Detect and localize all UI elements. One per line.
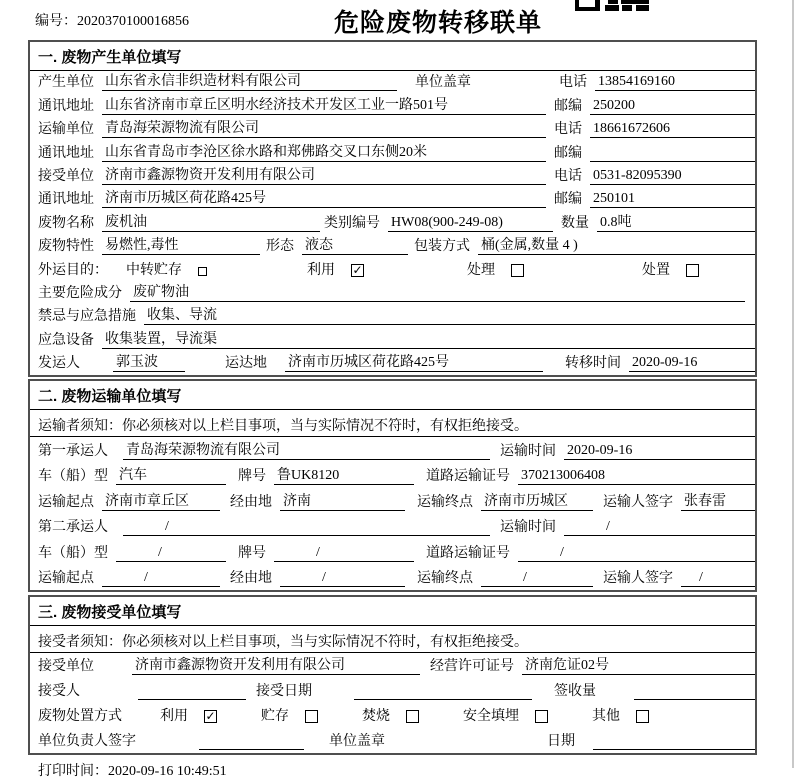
via-label: 经由地	[230, 494, 272, 510]
receiving-unit-row	[30, 653, 755, 678]
endpoint-label: 运输终点	[417, 571, 473, 587]
qr-block	[608, 0, 618, 4]
carrier-sign-value: /	[681, 570, 755, 587]
address-label: 通讯地址	[38, 192, 94, 208]
section-producer	[28, 40, 757, 377]
plate-value: 鲁UK8120	[274, 464, 414, 485]
endpoint-label: 运输终点	[417, 494, 473, 510]
qr-block	[575, 0, 579, 7]
receiver-row	[30, 165, 755, 188]
waste-name-label: 废物名称	[38, 215, 94, 231]
section-transport-title: 二. 废物运输单位填写	[30, 381, 755, 410]
waste-name-row	[30, 211, 755, 234]
checkbox-disposal-use-checked	[204, 710, 217, 723]
waste-character-row	[30, 235, 755, 258]
checkbox-storage	[198, 267, 207, 276]
address-value: 山东省济南市章丘区明水经济技术开发区工业一路501号	[102, 94, 546, 115]
receiving-person-row	[30, 678, 755, 703]
second-carrier-value: /	[123, 519, 490, 536]
packing-label: 包装方式	[414, 239, 470, 255]
doc-number-value: 2020370100016856	[77, 14, 189, 29]
route-row	[30, 488, 755, 514]
equipment-value: 收集装置，导流渠	[102, 328, 755, 349]
carrier-sign-label: 运输人签字	[603, 494, 673, 510]
destination-value: 济南市历城区荷花路425号	[285, 351, 543, 372]
checkbox-disposal-other	[636, 710, 649, 723]
plate-label: 牌号	[238, 545, 266, 561]
second-carrier-row	[30, 514, 755, 540]
qr-block	[622, 5, 632, 11]
road-permit-value: /	[518, 545, 755, 562]
phone-label: 电话	[554, 168, 582, 184]
signed-amount-label: 签收量	[554, 684, 596, 700]
page-title: 危险废物转移联单	[333, 9, 543, 37]
checkbox-disposal-landfill	[535, 710, 548, 723]
purpose-label: 外运目的：	[38, 262, 108, 278]
receiving-unit-label: 接受单位	[38, 659, 94, 675]
license-label: 经营许可证号	[430, 659, 514, 675]
origin-label: 运输起点	[38, 571, 94, 587]
checkbox-use-checked	[351, 264, 364, 277]
equipment-label: 应急设备	[38, 332, 94, 348]
receiving-unit-value: 济南市鑫源物资开发利用有限公司	[132, 654, 420, 675]
check-mark-icon: ✓	[205, 709, 216, 724]
transport-time-value: 2020-09-16	[564, 443, 755, 460]
section-transport	[28, 379, 757, 592]
road-permit-value: 370213006408	[518, 468, 755, 485]
transporter-address-row	[30, 141, 755, 164]
waste-name-value: 废机油	[102, 211, 320, 232]
carrier-sign-label: 运输人签字	[603, 571, 673, 587]
hazard-row	[30, 282, 755, 305]
checkbox-disposal-store	[305, 710, 318, 723]
date-value	[593, 733, 755, 750]
zip-value: 250101	[590, 191, 755, 208]
document-header	[0, 0, 796, 40]
transport-time-label: 运输时间	[500, 520, 556, 536]
quantity-value: 0.8吨	[597, 211, 755, 232]
road-permit-label: 道路运输证号	[426, 545, 510, 561]
origin-value: /	[102, 570, 220, 587]
disposal-option-landfill: 安全填埋	[463, 709, 519, 725]
first-carrier-row	[30, 437, 755, 463]
purpose-option-storage: 中转贮存	[126, 262, 182, 278]
phone-label: 电话	[554, 122, 582, 138]
equipment-row	[30, 328, 755, 351]
producer-row	[30, 71, 755, 94]
section-receiver-title: 三. 废物接受单位填写	[30, 597, 755, 626]
head-signature-label: 单位负责人签字	[38, 734, 136, 750]
vehicle-row	[30, 463, 755, 489]
zip-label: 邮编	[554, 192, 582, 208]
route-row-2	[30, 565, 755, 591]
address-value: 山东省青岛市李沧区徐水路和郑佛路交叉口东侧20米	[102, 141, 546, 162]
producer-address-row	[30, 94, 755, 117]
unit-seal-label: 单位盖章	[329, 734, 385, 750]
phone-value: 13854169160	[595, 74, 755, 91]
zip-value	[590, 145, 755, 162]
second-carrier-label: 第二承运人	[38, 520, 108, 536]
qr-code-fragment	[575, 0, 653, 11]
purpose-option-dispose: 处置	[642, 262, 670, 278]
check-mark-icon: ✓	[352, 262, 363, 277]
carrier-sign-value: 张春雷	[681, 490, 755, 511]
purpose-option-treat: 处理	[467, 262, 495, 278]
transport-notice: 运输者须知：你必须核对以上栏目事项，当与实际情况不符时，有权拒绝接受。	[30, 410, 755, 437]
receiving-person-label: 接受人	[38, 684, 80, 700]
vehicle-type-value: /	[116, 545, 226, 562]
endpoint-value: 济南市历城区	[481, 490, 593, 511]
purpose-row	[30, 258, 755, 281]
via-label: 经由地	[230, 571, 272, 587]
category-label: 类别编号	[324, 215, 380, 231]
zip-value: 250200	[590, 98, 755, 115]
page-right-edge	[792, 0, 794, 768]
qr-block	[575, 7, 600, 11]
taboo-label: 禁忌与应急措施	[38, 309, 136, 325]
hazard-label: 主要危险成分	[38, 285, 122, 301]
via-value: /	[280, 570, 405, 587]
taboo-row	[30, 305, 755, 328]
phone-value: 0531-82095390	[590, 168, 755, 185]
receiving-date-label: 接受日期	[256, 684, 312, 700]
disposal-option-use: 利用	[160, 709, 188, 725]
disposal-method-label: 废物处置方式	[38, 709, 122, 725]
disposal-method-row	[30, 703, 755, 728]
signed-amount-value	[634, 683, 755, 700]
first-carrier-label: 第一承运人	[38, 443, 108, 459]
origin-label: 运输起点	[38, 494, 94, 510]
disposal-option-store: 贮存	[261, 709, 289, 725]
license-value: 济南危证02号	[522, 654, 755, 675]
checkbox-dispose	[686, 264, 699, 277]
print-time	[38, 760, 796, 780]
category-value: HW08(900-249-08)	[388, 215, 553, 232]
date-label: 日期	[547, 734, 575, 750]
section-producer-title: 一. 废物产生单位填写	[30, 42, 755, 71]
receiver-address-row	[30, 188, 755, 211]
transporter-label: 运输单位	[38, 122, 94, 138]
transfer-time-label: 转移时间	[565, 356, 621, 372]
address-label: 通讯地址	[38, 98, 94, 114]
first-carrier-value: 青岛海荣源物流有限公司	[123, 439, 490, 460]
checkbox-disposal-burn	[406, 710, 419, 723]
transport-time-label: 运输时间	[500, 443, 556, 459]
qr-block	[621, 0, 649, 4]
character-value: 易燃性,毒性	[102, 234, 260, 255]
sender-value: 郭玉波	[113, 351, 185, 372]
character-label: 废物特性	[38, 239, 94, 255]
disposal-option-other: 其他	[592, 709, 620, 725]
address-label: 通讯地址	[38, 145, 94, 161]
checkbox-treat	[511, 264, 524, 277]
transport-time-value: /	[564, 519, 755, 536]
unit-seal-label: 单位盖章	[415, 75, 471, 91]
receiver-label: 接受单位	[38, 168, 94, 184]
transporter-row	[30, 118, 755, 141]
packing-value: 桶(金属,数量 4 )	[478, 234, 755, 255]
receiving-person-value	[138, 683, 246, 700]
qr-block	[605, 5, 619, 11]
vehicle-type-label: 车（船）型	[38, 545, 108, 561]
vehicle-row-2	[30, 539, 755, 565]
address-value: 济南市历城区荷花路425号	[102, 187, 546, 208]
vehicle-type-label: 车（船）型	[38, 469, 108, 485]
disposal-option-burn: 焚烧	[362, 709, 390, 725]
zip-label: 邮编	[554, 145, 582, 161]
plate-value: /	[274, 545, 414, 562]
transfer-time-value: 2020-09-16	[629, 355, 755, 372]
zip-label: 邮编	[554, 98, 582, 114]
vehicle-type-value: 汽车	[116, 464, 226, 485]
section-receiver	[28, 595, 757, 755]
plate-label: 牌号	[238, 469, 266, 485]
doc-number	[35, 10, 189, 30]
origin-value: 济南市章丘区	[102, 490, 220, 511]
producer-label: 产生单位	[38, 75, 94, 91]
receiving-date-value	[354, 683, 532, 700]
receiver-value: 济南市鑫源物资开发利用有限公司	[102, 164, 546, 185]
phone-label: 电话	[559, 75, 587, 91]
phone-value: 18661672606	[590, 121, 755, 138]
print-time-label: 打印时间：	[38, 764, 108, 780]
head-signature-value	[199, 733, 304, 750]
destination-label: 运达地	[225, 356, 267, 372]
receiver-notice: 接受者须知：你必须核对以上栏目事项，当与实际情况不符时，有权拒绝接受。	[30, 626, 755, 653]
endpoint-value: /	[481, 570, 593, 587]
quantity-label: 数量	[561, 215, 589, 231]
form-label: 形态	[266, 239, 294, 255]
print-time-value: 2020-09-16 10:49:51	[108, 764, 227, 780]
sender-row	[30, 352, 755, 375]
producer-value: 山东省永信非织造材料有限公司	[102, 70, 397, 91]
head-signature-row	[30, 728, 755, 753]
transporter-value: 青岛海荣源物流有限公司	[102, 117, 546, 138]
purpose-option-use: 利用	[307, 262, 335, 278]
road-permit-label: 道路运输证号	[426, 469, 510, 485]
taboo-value: 收集、导流	[144, 304, 755, 325]
doc-number-label: 编号：	[35, 14, 77, 29]
via-value: 济南	[280, 490, 405, 511]
hazard-value: 废矿物油	[130, 281, 745, 302]
qr-block	[595, 0, 600, 7]
qr-block	[636, 5, 649, 11]
sender-label: 发运人	[38, 356, 80, 372]
form-value: 液态	[302, 234, 408, 255]
